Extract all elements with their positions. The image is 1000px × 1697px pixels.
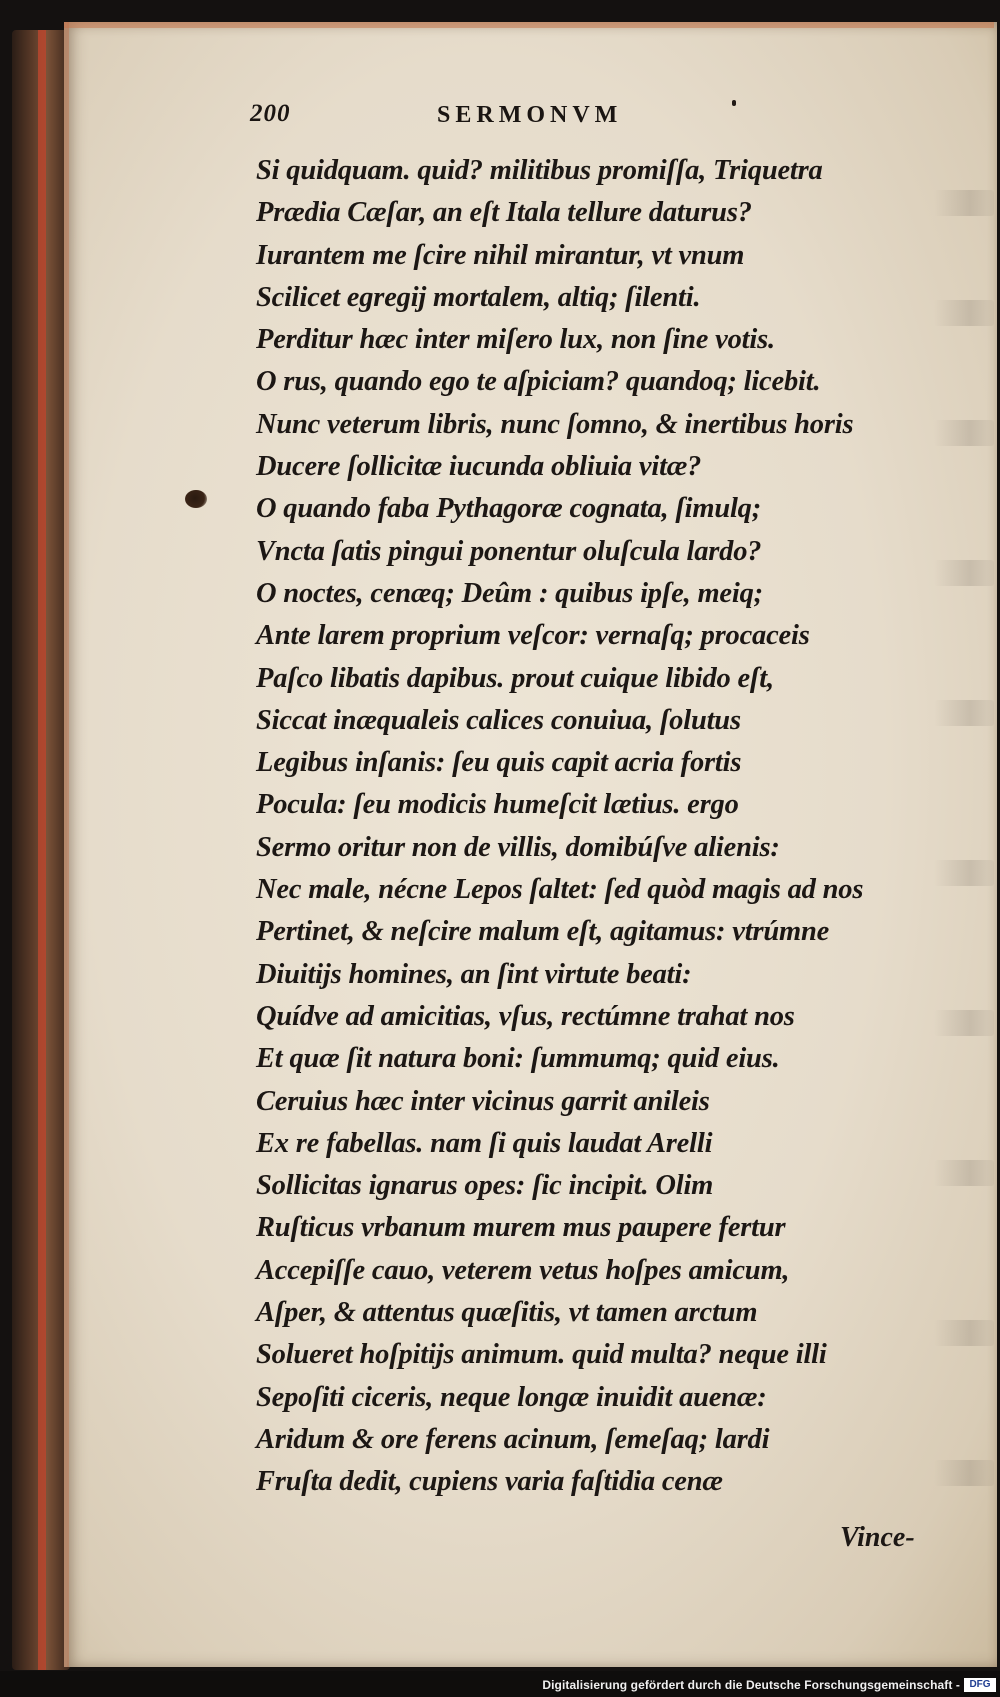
running-head: SERMONVM xyxy=(437,102,623,128)
verse-line: Aridum & ore ferens acinum, ſemeſaq; lardi xyxy=(256,1423,770,1455)
verse-line: O noctes, cenæq; Deûm : quibus ipſe, meiq; xyxy=(256,577,763,609)
verse-line: Ante larem proprium veſcor: vernaſq; procaceis xyxy=(256,620,810,652)
verse-line: Ruſticus vrbanum murem mus paupere fertur xyxy=(256,1212,786,1244)
verse-line: Prædia Cæſar, an eſt Itala tellure daturus? xyxy=(256,197,752,229)
verse-line: Vncta ſatis pingui ponentur oluſcula lardo? xyxy=(256,535,762,567)
page-top-edge xyxy=(64,22,994,28)
verse-line: Pertinet, & neſcire malum eſt, agitamus: vtrúmne xyxy=(256,916,830,948)
dfg-logo: DFG xyxy=(964,1678,996,1692)
verse-text-block xyxy=(256,150,946,1504)
verse-line: Nunc veterum libris, nunc ſomno, & inertibus horis xyxy=(256,408,854,440)
verse-line: Sepoſiti ciceris, neque longæ inuidit auenæ: xyxy=(256,1381,767,1413)
verse-line: Iurantem me ſcire nihil mirantur, vt vnum xyxy=(256,239,745,271)
verse-line: Pocula: ſeu modicis humeſcit lætius. ergo xyxy=(256,789,739,821)
verse-line: Sermo oritur non de villis, domibúſve alienis: xyxy=(256,831,780,863)
verse-line: Perditur hæc inter miſero lux, non ſine votis. xyxy=(256,324,775,356)
verse-line: Si quidquam. quid? militibus promiſſa, Triquetra xyxy=(256,155,823,186)
verse-line: Diuitijs homines, an ſint virtute beati: xyxy=(256,958,692,990)
catchword: Vince- xyxy=(840,1522,915,1553)
page-number: 200 xyxy=(250,100,291,127)
verse-line: Quídve ad amicitias, vſus, rectúmne trahat nos xyxy=(256,1000,795,1032)
verse-line: Ducere ſollicitæ iucunda obliuia vitæ? xyxy=(256,451,702,483)
verse-line: Legibus inſanis: ſeu quis capit acria fortis xyxy=(256,747,742,779)
verse-line: Et quæ ſit natura boni: ſummumq; quid eius. xyxy=(256,1043,780,1075)
verse-line: O quando faba Pythagoræ cognata, ſimulq; xyxy=(256,493,762,525)
ink-speck xyxy=(732,100,736,106)
funding-credit: Digitalisierung gefördert durch die Deutsche Forschungsgemeinschaft - xyxy=(542,1678,960,1692)
verse-line: Aſper, & attentus quæſitis, vt tamen arctum xyxy=(256,1297,758,1329)
verse-line: Fruſta dedit, cupiens varia faſtidia cenæ xyxy=(256,1466,723,1498)
verse-line: Solueret hoſpitijs animum. quid multa? neque illi xyxy=(256,1339,827,1371)
verse-line: Ex re fabellas. nam ſi quis laudat Arelli xyxy=(256,1127,713,1159)
page-left-edge xyxy=(64,22,69,1667)
verse-line: O rus, quando ego te aſpiciam? quandoq; licebit. xyxy=(256,366,821,398)
verse-line: Accepiſſe cauo, veterem vetus hoſpes amicum, xyxy=(256,1254,790,1286)
verse-line: Scilicet egregij mortalem, altiq; ſilenti. xyxy=(256,281,701,313)
verse-line: Nec male, nécne Lepos ſaltet: ſed quòd magis ad nos xyxy=(256,874,864,906)
ink-blot xyxy=(185,490,207,508)
verse-line: Paſco libatis dapibus. prout cuique libido eſt, xyxy=(256,662,774,694)
verse-line: Siccat inæqualeis calices conuiua, ſolutus xyxy=(256,704,741,736)
binding-red-edge xyxy=(38,30,46,1670)
verse-line: Ceruius hæc inter vicinus garrit anileis xyxy=(256,1085,710,1117)
page-header xyxy=(250,100,850,140)
verse-line: Sollicitas ignarus opes: ſic incipit. Olim xyxy=(256,1170,714,1202)
